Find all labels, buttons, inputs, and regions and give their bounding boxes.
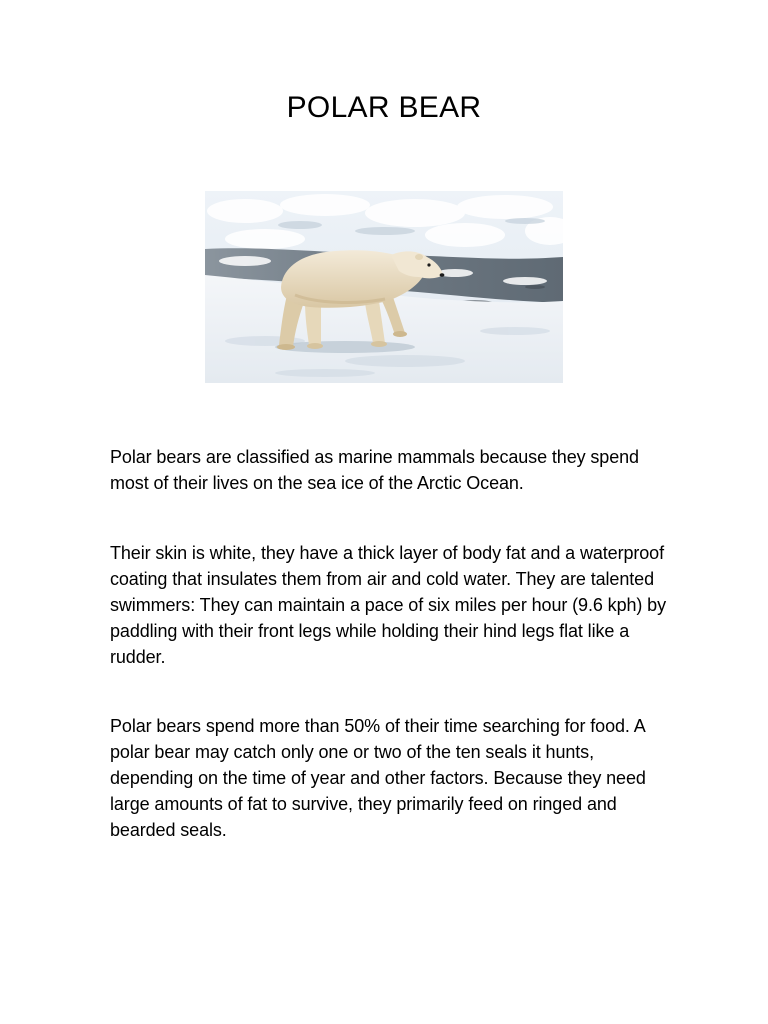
paragraph-physical-traits: Their skin is white, they have a thick layer of body fat and a waterproof coating that insulates them from air and cold water. They are talented swimmers: They can maintain a pace of six miles per hour (9.6 kph) by paddling with their front legs while holding their hind legs flat like a rudder. xyxy=(110,543,666,667)
page-title: POLAR BEAR xyxy=(286,91,482,124)
paragraph-classification: Polar bears are classified as marine mammals because they spend most of their lives on the sea ice of the Arctic Ocean. xyxy=(110,447,639,493)
paragraph-diet: Polar bears spend more than 50% of their time searching for food. A polar bear may catch only one or two of the ten seals it hunts, depending on the time of year and other factors. Because they need large amounts of fat to survive, they primarily feed on ringed and bearded seals. xyxy=(110,716,646,840)
polar-bear-photo xyxy=(205,191,563,383)
